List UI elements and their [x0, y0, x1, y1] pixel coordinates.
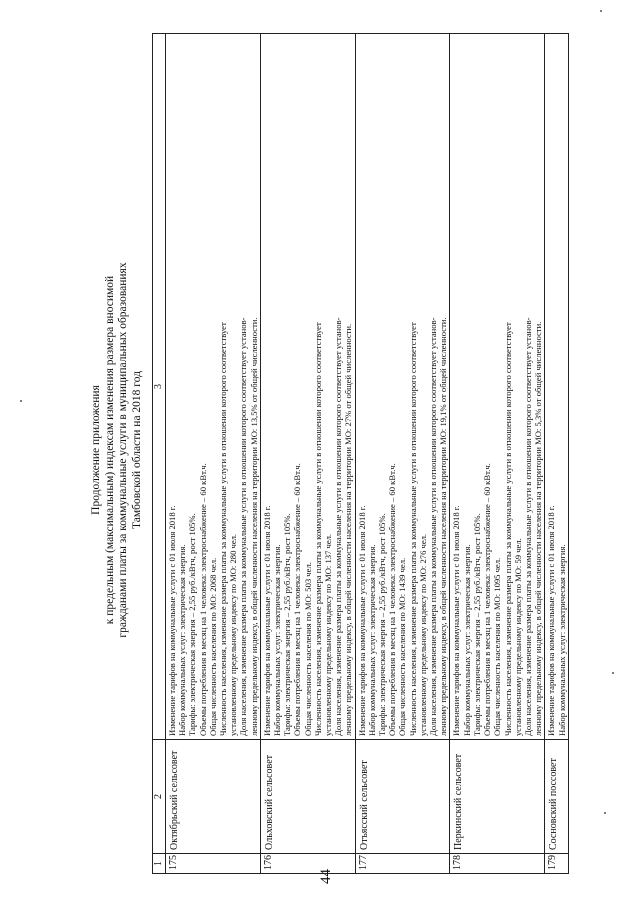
description-line: Объемы потребления в месяц на 1 человека: электроснабжение – 60 кВт.ч. — [197, 463, 208, 736]
row-number: 178 — [450, 854, 545, 874]
description-line: Общая численность населения по МО: 1095 чел. — [492, 557, 503, 736]
description-line: Набор коммунальных услуг: электрическая энергия. — [366, 544, 377, 736]
description-line: Изменение тарифов на коммунальные услуги с 01 июля 2018 г. — [546, 505, 557, 736]
table-row — [355, 34, 450, 874]
table-row — [545, 34, 568, 874]
appendix-header — [90, 4, 144, 896]
col-header-2: 2 — [153, 740, 166, 854]
description-line: Набор коммунальных услуг: электрическая энергия. — [177, 544, 188, 736]
description-line: Изменение тарифов на коммунальные услуги с 01 июля 2018 г. — [356, 505, 367, 736]
description-line: Объемы потребления в месяц на 1 человека: электроснабжение – 60 кВт.ч. — [292, 463, 303, 736]
table-row — [166, 34, 261, 874]
scan-speck — [600, 10, 602, 12]
description-line: Доля населения, изменение размера платы за коммунальные услуги в отношении которого соответствует установ- — [333, 317, 344, 736]
tariff-description — [355, 34, 450, 740]
description-line: Изменение тарифов на коммунальные услуги с 01 июля 2018 г. — [167, 505, 177, 736]
table-row — [450, 34, 545, 874]
description-line: установленному предельному индексу по МО: 276 чел. — [417, 533, 428, 736]
description-line: Численность населения, изменение размера платы за коммунальные услуги в отношении которого соответствует — [502, 322, 513, 736]
description-line: Общая численность населения по МО: 503 чел. — [302, 562, 313, 736]
table-header-row — [153, 34, 166, 874]
description-line: Доля населения, изменение размера платы за коммунальные услуги в отношении которого соответствует установ- — [238, 317, 249, 736]
tariff-description — [166, 34, 261, 740]
description-line: Тарифы: электрическая энергия – 2,55 руб./кВтч, рост 105%. — [377, 513, 388, 736]
description-line: ленному предельному индексу, в общей численности населения на территории МО: 13,5% от общей численности. — [248, 317, 259, 736]
municipality-name: Сосновский поссовет — [545, 740, 568, 854]
description-line: установленному предельному индексу по МО: 280 чел. — [228, 533, 239, 736]
description-line: Изменение тарифов на коммунальные услуги с 01 июля 2018 г. — [451, 505, 462, 736]
municipality-name: Ольховский сельсовет — [260, 740, 355, 854]
description-line: Численность населения, изменение размера платы за коммунальные услуги в отношении которого соответствует — [407, 322, 418, 736]
description-line: ленному предельному индексу, в общей численности населения на территории МО: 5,3% от общей численности. — [533, 321, 544, 736]
scan-speck — [612, 672, 614, 674]
description-line: ленному предельному индексу, в общей численности населения на территории МО: 19,1% от общей численности. — [438, 317, 449, 736]
tariff-description — [450, 34, 545, 740]
table-body — [166, 34, 569, 874]
description-line: установленному предельному индексу по МО: 137 чел. — [323, 533, 334, 736]
description-line: Тарифы: электрическая энергия – 2,55 руб./кВтч, рост 105%. — [187, 513, 198, 736]
municipality-name: Перкинский сельсовет — [450, 740, 545, 854]
description-line: Набор коммунальных услуг: электрическая энергия. — [556, 544, 567, 736]
description-line: Численность населения, изменение размера платы за коммунальные услуги в отношении которого соответствует — [312, 322, 323, 736]
col-header-1: 1 — [153, 854, 166, 874]
municipality-name: Октябрьский сельсовет — [166, 740, 261, 854]
tariff-table — [152, 33, 569, 874]
description-line: Доля населения, изменение размера платы за коммунальные услуги в отношении которого соответствует установ- — [428, 317, 439, 736]
description-line: Набор коммунальных услуг: электрическая энергия. — [272, 544, 283, 736]
description-line: Численность населения, изменение размера платы за коммунальные услуги в отношении которого соответствует — [218, 322, 229, 736]
row-number: 177 — [355, 854, 450, 874]
description-line: Тарифы: электрическая энергия – 2,55 руб./кВтч, рост 105%. — [282, 513, 293, 736]
row-number: 176 — [260, 854, 355, 874]
municipality-name: Отъясский сельсовет — [355, 740, 450, 854]
description-line: Объемы потребления в месяц на 1 человека: электроснабжение – 60 кВт.ч. — [482, 463, 493, 736]
table-row — [260, 34, 355, 874]
header-line-4: Тамбовской области на 2018 год — [130, 371, 143, 529]
description-line: Доля населения, изменение размера платы за коммунальные услуги в отношении которого соответствует установ- — [522, 317, 533, 736]
tariff-description — [260, 34, 355, 740]
row-number: 175 — [166, 854, 261, 874]
description-line: ленному предельному индексу, в общей численности населения на территории МО: 27% от общей численности. — [343, 323, 354, 736]
description-line: Объемы потребления в месяц на 1 человека: электроснабжение – 60 кВт.ч. — [387, 463, 398, 736]
tariff-description — [545, 34, 568, 740]
row-number: 179 — [545, 854, 568, 874]
header-line-1: Продолжение приложения — [90, 385, 102, 515]
description-line: Набор коммунальных услуг: электрическая энергия. — [461, 544, 472, 736]
scan-speck — [604, 812, 606, 814]
header-line-3: гражданами платы за коммунальные услуги в муниципальных образованиях — [117, 262, 129, 638]
page-number: 44 — [318, 869, 334, 884]
description-line: Тарифы: электрическая энергия – 2,55 руб./кВтч, рост 105%. — [471, 513, 482, 736]
header-line-2: к предельным (максимальным) индексам изменения размера вносимой — [103, 275, 116, 625]
description-line: Общая численность населения по МО: 1439 чел. — [397, 557, 408, 736]
rotated-content — [62, 4, 640, 896]
description-line: Изменение тарифов на коммунальные услуги с 01 июля 2018 г. — [261, 505, 272, 736]
scan-speck — [20, 400, 22, 402]
col-header-3: 3 — [153, 34, 166, 740]
description-line: установленному предельному индексу по МО: 59 чел. — [512, 538, 523, 736]
description-line: Общая численность населения по МО: 2068 чел. — [207, 557, 218, 736]
